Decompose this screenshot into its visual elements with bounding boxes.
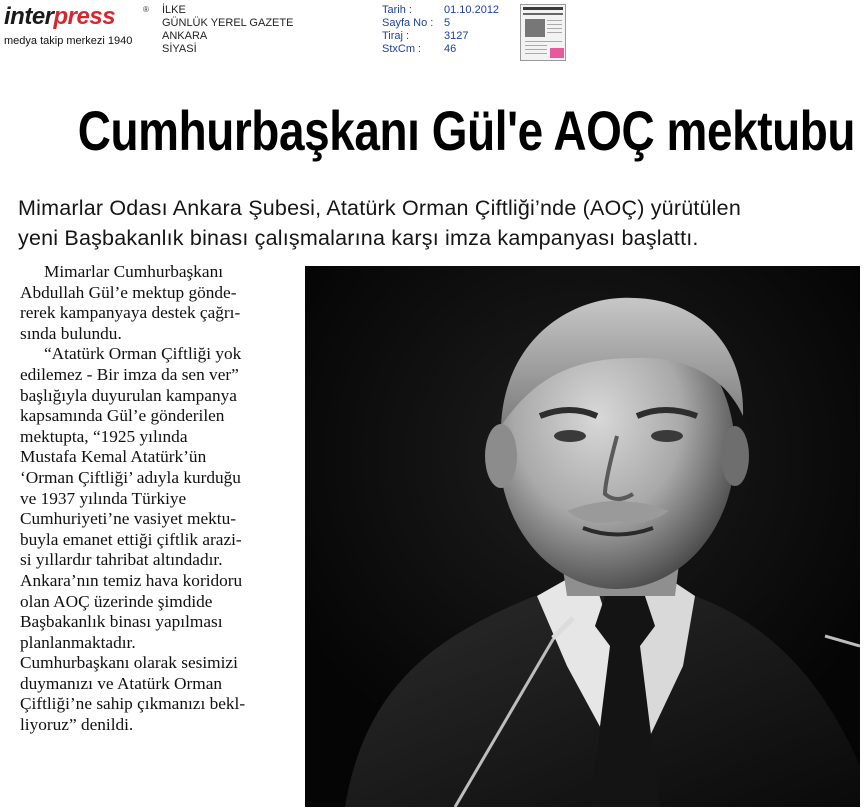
logo-part-press: press [53,3,116,30]
body-line: Cumhuriyeti’ne vasiyet mektu- [20,509,236,529]
area-value: 46 [444,43,457,55]
body-line: sında bulundu. [20,323,122,343]
page-thumbnail[interactable] [520,4,566,61]
body-line: liyoruz” denildi. [20,715,134,735]
body-line: Ankara’nın temiz hava koridoru [20,570,243,590]
body-line: Çiftliği’ne sahip çıkmanızı bekl- [20,694,246,714]
body-line: “Atatürk Orman Çiftliği yok [44,344,242,364]
portrait-illustration [305,266,860,807]
body-line: kapsamında Gül’e gönderilen [20,406,225,426]
body-line: ‘Orman Çiftliği’ adıyla kurduğu [20,467,241,487]
body-line: duymanızı ve Atatürk Orman [20,673,223,693]
body-line: Abdullah Gül’e mektup gönde- [20,282,237,302]
logo-tagline: medya takip merkezi 1940 [4,35,133,47]
body-line: edilemez - Bir imza da sen ver” [20,364,239,384]
date-value: 01.10.2012 [444,4,500,16]
page-value: 5 [444,17,451,29]
body-line: buyla emanet ettiği çiftlik arazi- [20,529,242,549]
area-label: StxCm : [382,43,422,55]
date-label: Tarih : [382,4,412,16]
page-label: Sayfa No : [382,17,434,29]
publication-type: GÜNLÜK YEREL GAZETE [162,17,294,29]
logo-part-inter: inter [4,3,54,30]
body-line: Mimarlar Cumhurbaşkanı [44,262,224,281]
circulation-label: Tiraj : [382,30,410,42]
publication-city: ANKARA [162,30,208,42]
body-line: Başbakanlık binası yapılması [20,612,223,632]
article-body [20,262,290,736]
registered-mark: ® [143,5,149,14]
body-line: rerek kampanyaya destek çağrı- [20,303,241,323]
interpress-logo [4,4,152,52]
body-line: Cumhurbaşkanı olarak sesimizi [20,653,238,673]
meta-values [444,4,499,56]
body-line: mektupta, “1925 yılında [20,426,188,446]
logo-wordmark [4,4,115,30]
publication-info [162,4,293,56]
circulation-value: 3127 [444,30,469,42]
publication-category: SİYASİ [162,43,197,55]
publication-name: İLKE [162,4,186,16]
body-line: olan AOÇ üzerinde şimdide [20,591,213,611]
headline: Cumhurbaşkanı Gül'e AOÇ mektubu [77,99,856,162]
body-line: Mustafa Kemal Atatürk’ün [20,447,207,467]
subhead [18,193,860,253]
meta-labels [382,4,433,56]
article-photo [305,266,860,807]
subhead-line: Mimarlar Odası Ankara Şubesi, Atatürk Orman Çiftliği’nde (AOÇ) yürütülen [18,196,741,220]
subhead-line: yeni Başbakanlık binası çalışmalarına karşı imza kampanyası başlattı. [18,226,699,250]
body-line: planlanmaktadır. [20,632,136,652]
body-line: si yıllardır tahribat altındadır. [20,550,223,570]
body-line: ve 1937 yılında Türkiye [20,488,187,508]
body-line: başlığıyla duyurulan kampanya [20,385,237,405]
